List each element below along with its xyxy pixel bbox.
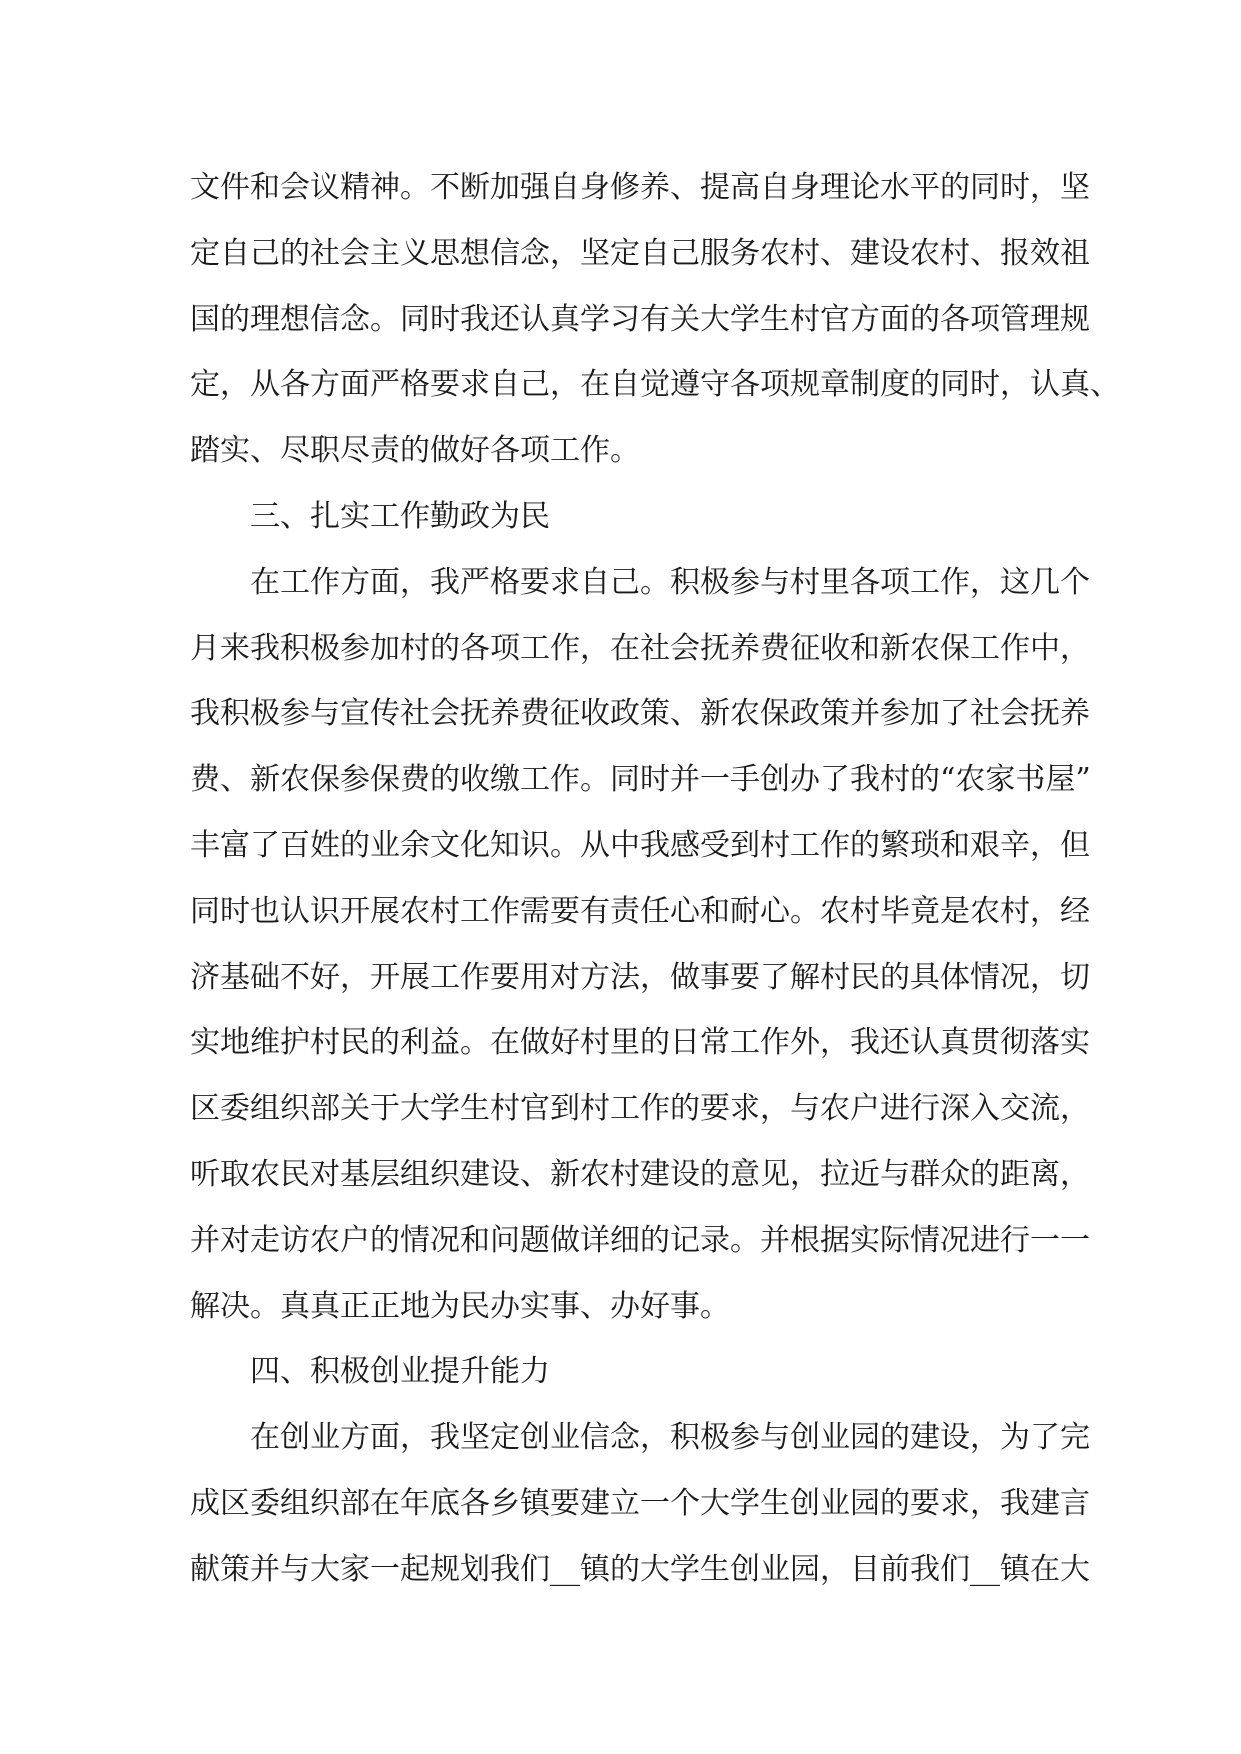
document-body <box>190 155 1120 1603</box>
text-line: 国的理想信念。同时我还认真学习有关大学生村官方面的各项管理规 <box>190 301 1090 337</box>
text-line: 我积极参与宣传社会抚养费征收政策、新农保政策并参加了社会抚养 <box>190 696 1090 732</box>
text-line: 在创业方面，我坚定创业信念，积极参与创业园的建设，为了完 <box>250 1420 1090 1456</box>
text-line: 文件和会议精神。不断加强自身修养、提高自身理论水平的同时，坚 <box>190 170 1090 205</box>
text-line: 成区委组织部在年底各乡镇要建立一个大学生创业园的要求，我建言 <box>190 1485 1090 1521</box>
text-line: 听取农民对基层组织建设、新农村建设的意见，拉近与群众的距离， <box>190 1156 1090 1192</box>
section-heading: 三、扎实工作勤政为民 <box>250 498 550 534</box>
text-line: 月来我积极参加村的各项工作，在社会抚养费征收和新农保工作中， <box>190 630 1090 666</box>
section-heading: 四、积极创业提升能力 <box>250 1354 550 1390</box>
text-line: 费、新农保参保费的收缴工作。同时并一手创办了我村的“农家书屋” <box>190 762 1091 798</box>
text-line: 济基础不好，开展工作要用对方法，做事要了解村民的具体情况，切 <box>190 959 1090 995</box>
text-line: 同时也认识开展农村工作需要有责任心和耐心。农村毕竟是农村，经 <box>190 893 1090 929</box>
text-line: 踏实、尽职尽责的做好各项工作。 <box>190 433 640 469</box>
text-line: 定，从各方面严格要求自己，在自觉遵守各项规章制度的同时，认真、 <box>190 367 1120 403</box>
text-line: 丰富了百姓的业余文化知识。从中我感受到村工作的繁琐和艰辛，但 <box>190 827 1090 863</box>
text-line: 献策并与大家一起规划我们__镇的大学生创业园，目前我们__镇在大 <box>190 1551 1090 1587</box>
text-line: 在工作方面，我严格要求自己。积极参与村里各项工作，这几个 <box>250 564 1090 600</box>
text-line: 解决。真真正正地为民办实事、办好事。 <box>190 1288 730 1324</box>
text-line: 实地维护村民的利益。在做好村里的日常工作外，我还认真贯彻落实 <box>190 1025 1090 1061</box>
text-line: 定自己的社会主义思想信念，坚定自己服务农村、建设农村、报效祖 <box>190 235 1090 271</box>
text-line: 区委组织部关于大学生村官到村工作的要求，与农户进行深入交流， <box>190 1091 1090 1127</box>
text-line: 并对走访农户的情况和问题做详细的记录。并根据实际情况进行一一 <box>190 1222 1090 1258</box>
